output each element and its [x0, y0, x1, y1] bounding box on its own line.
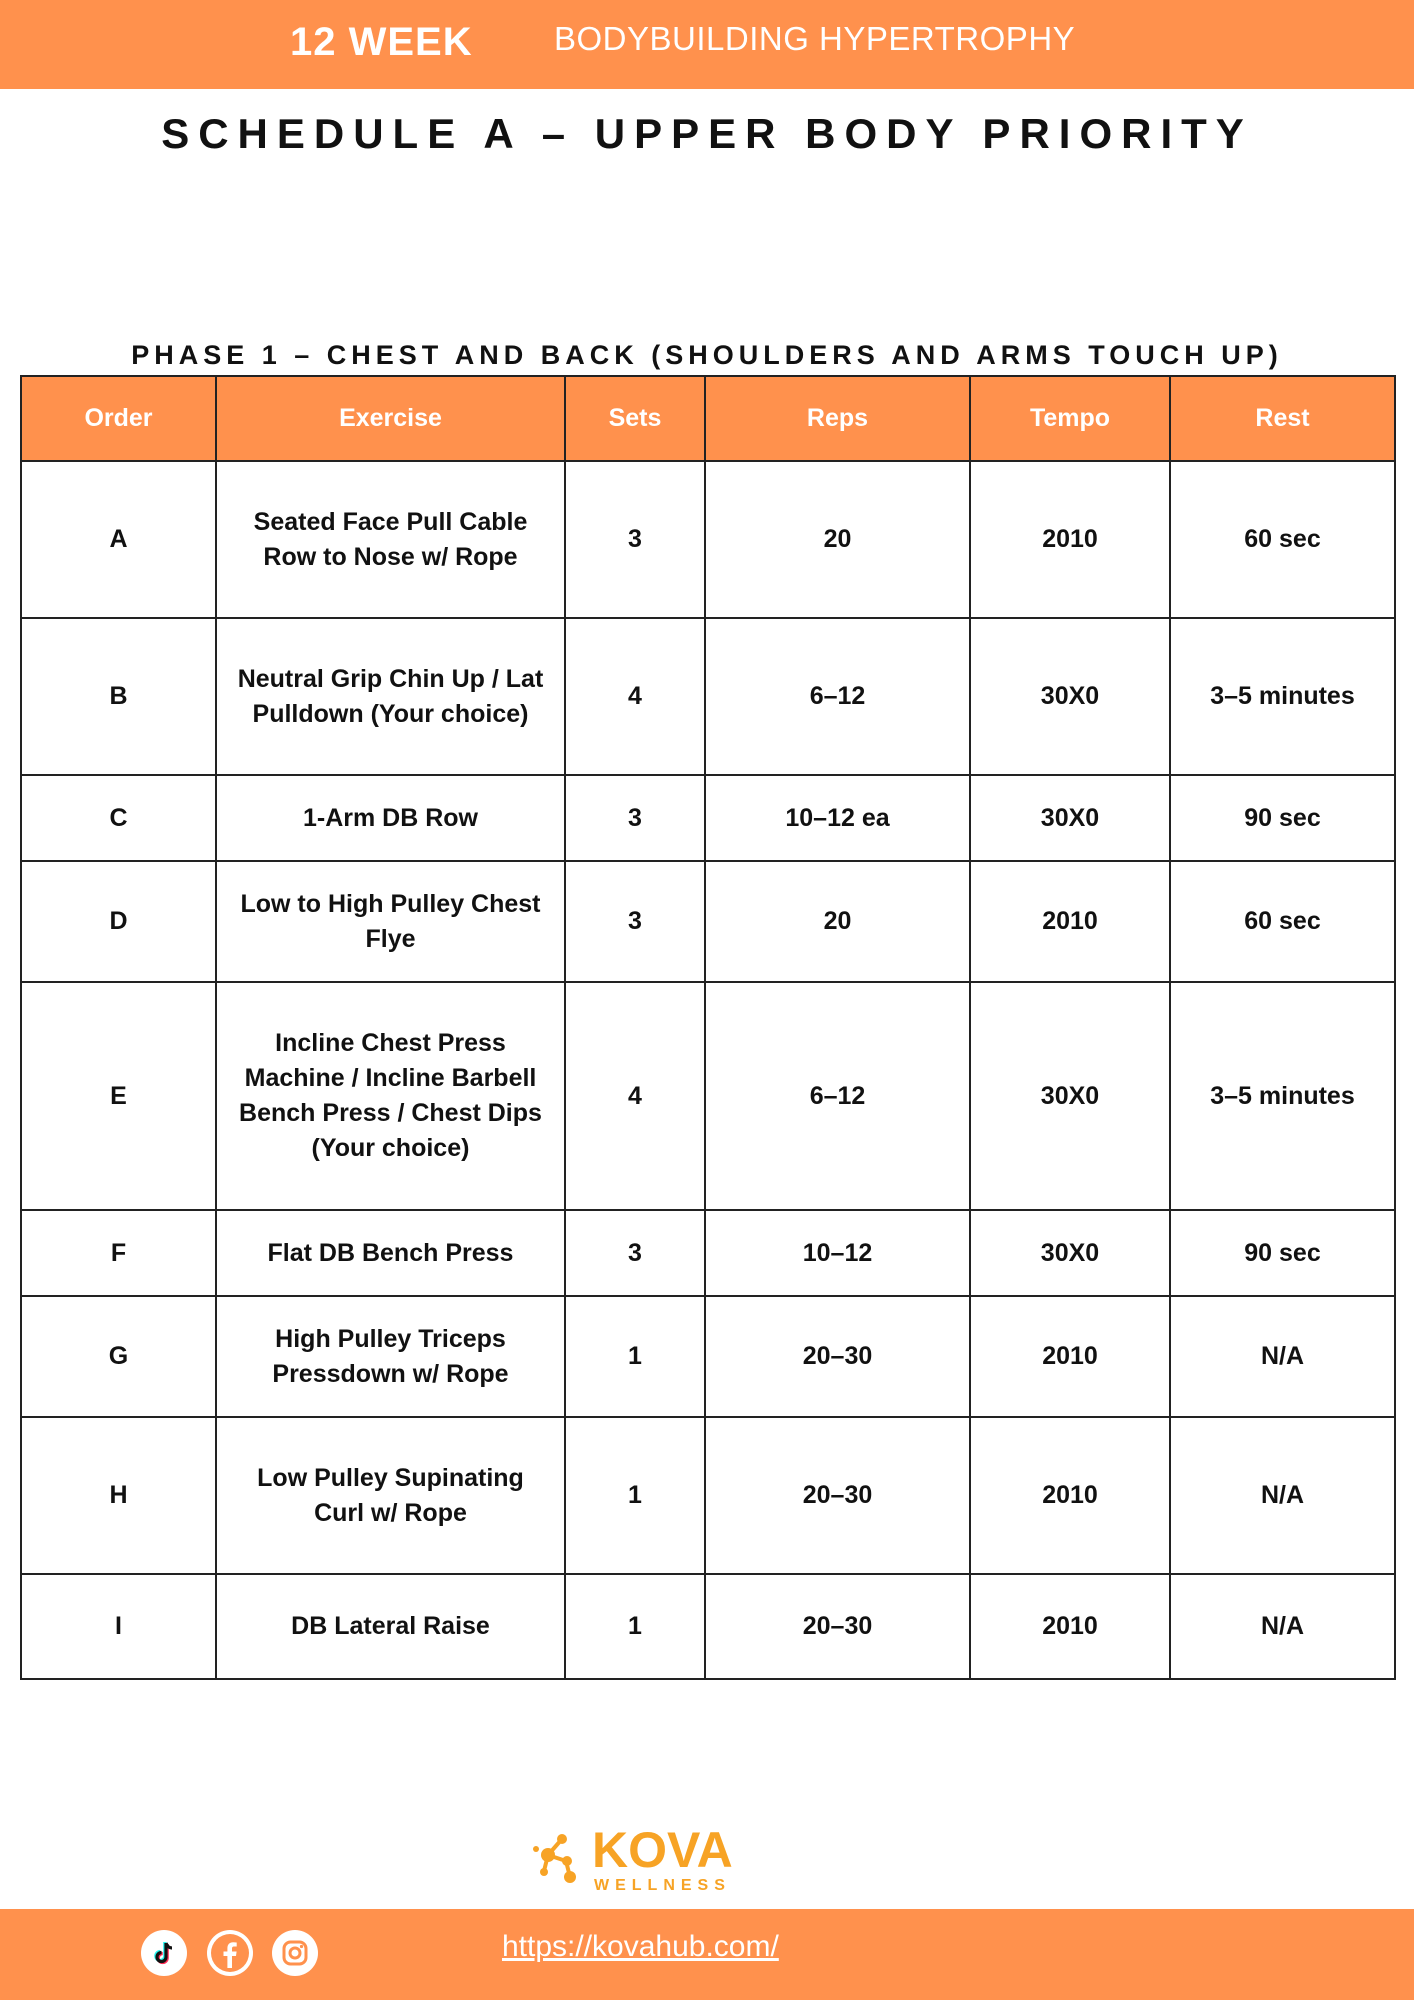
schedule-title: SCHEDULE A – UPPER BODY PRIORITY — [161, 110, 1253, 157]
tiktok-icon[interactable] — [141, 1930, 187, 1976]
table-row — [21, 1210, 1395, 1296]
cell-tempo: 30X0 — [970, 982, 1170, 1210]
cell-tempo: 2010 — [970, 461, 1170, 618]
column-header-order: Order — [21, 376, 216, 461]
table-row — [21, 861, 1395, 982]
cell-exercise: Incline Chest Press Machine / Incline Barbell Bench Press / Chest Dips (Your choice) — [216, 982, 565, 1210]
cell-order: A — [21, 461, 216, 618]
table-row — [21, 982, 1395, 1210]
cell-order: B — [21, 618, 216, 775]
cell-order: G — [21, 1296, 216, 1417]
kova-wellness-logo — [530, 1815, 770, 1895]
cell-tempo: 2010 — [970, 1574, 1170, 1679]
cell-order: D — [21, 861, 216, 982]
column-header-sets: Sets — [565, 376, 705, 461]
header-duration: 12 WEEK — [290, 20, 473, 64]
column-header-reps: Reps — [705, 376, 970, 461]
cell-rest: 90 sec — [1170, 775, 1395, 861]
cell-reps: 20–30 — [705, 1417, 970, 1574]
logo-name: KOVA — [592, 1822, 733, 1878]
cell-sets: 1 — [565, 1574, 705, 1679]
column-header-rest: Rest — [1170, 376, 1395, 461]
cell-tempo: 2010 — [970, 1296, 1170, 1417]
cell-tempo: 2010 — [970, 1417, 1170, 1574]
table-row — [21, 1296, 1395, 1417]
table-row — [21, 775, 1395, 861]
instagram-icon[interactable] — [272, 1930, 318, 1976]
cell-tempo: 30X0 — [970, 1210, 1170, 1296]
logo-tagline: WELLNESS — [594, 1877, 731, 1894]
cell-exercise: Seated Face Pull Cable Row to Nose w/ Rope — [216, 461, 565, 618]
cell-exercise: High Pulley Triceps Pressdown w/ Rope — [216, 1296, 565, 1417]
cell-sets: 3 — [565, 775, 705, 861]
website-link[interactable]: https://kovahub.com/ — [502, 1930, 779, 1963]
table-row — [21, 1417, 1395, 1574]
cell-order: C — [21, 775, 216, 861]
cell-exercise: DB Lateral Raise — [216, 1574, 565, 1679]
cell-exercise: Low to High Pulley Chest Flye — [216, 861, 565, 982]
column-header-tempo: Tempo — [970, 376, 1170, 461]
cell-rest: N/A — [1170, 1296, 1395, 1417]
cell-exercise: Neutral Grip Chin Up / Lat Pulldown (Your choice) — [216, 618, 565, 775]
cell-reps: 6–12 — [705, 982, 970, 1210]
cell-rest: 3–5 minutes — [1170, 618, 1395, 775]
cell-sets: 3 — [565, 861, 705, 982]
facebook-icon[interactable] — [207, 1930, 253, 1976]
cell-reps: 20–30 — [705, 1574, 970, 1679]
cell-tempo: 30X0 — [970, 775, 1170, 861]
cell-sets: 4 — [565, 982, 705, 1210]
phase-title: PHASE 1 – CHEST AND BACK (SHOULDERS AND ARMS TOUCH UP) — [131, 340, 1283, 370]
cell-tempo: 2010 — [970, 861, 1170, 982]
table-row — [21, 461, 1395, 618]
cell-order: I — [21, 1574, 216, 1679]
cell-sets: 1 — [565, 1417, 705, 1574]
column-header-exercise: Exercise — [216, 376, 565, 461]
cell-rest: 60 sec — [1170, 861, 1395, 982]
cell-rest: 90 sec — [1170, 1210, 1395, 1296]
cell-rest: N/A — [1170, 1574, 1395, 1679]
cell-sets: 3 — [565, 1210, 705, 1296]
cell-sets: 1 — [565, 1296, 705, 1417]
cell-reps: 20 — [705, 861, 970, 982]
cell-rest: N/A — [1170, 1417, 1395, 1574]
cell-order: H — [21, 1417, 216, 1574]
cell-rest: 3–5 minutes — [1170, 982, 1395, 1210]
cell-sets: 4 — [565, 618, 705, 775]
cell-order: E — [21, 982, 216, 1210]
table-row — [21, 1574, 1395, 1679]
table-row — [21, 618, 1395, 775]
cell-reps: 10–12 ea — [705, 775, 970, 861]
cell-sets: 3 — [565, 461, 705, 618]
table-header-row — [21, 376, 1395, 461]
cell-tempo: 30X0 — [970, 618, 1170, 775]
cell-exercise: 1-Arm DB Row — [216, 775, 565, 861]
cell-reps: 6–12 — [705, 618, 970, 775]
cell-reps: 20 — [705, 461, 970, 618]
workout-table — [20, 375, 1396, 1680]
cell-rest: 60 sec — [1170, 461, 1395, 618]
cell-reps: 10–12 — [705, 1210, 970, 1296]
cell-exercise: Low Pulley Supinating Curl w/ Rope — [216, 1417, 565, 1574]
cell-order: F — [21, 1210, 216, 1296]
header-program: BODYBUILDING HYPERTROPHY — [554, 20, 1076, 57]
cell-reps: 20–30 — [705, 1296, 970, 1417]
molecule-icon — [533, 1834, 576, 1883]
cell-exercise: Flat DB Bench Press — [216, 1210, 565, 1296]
